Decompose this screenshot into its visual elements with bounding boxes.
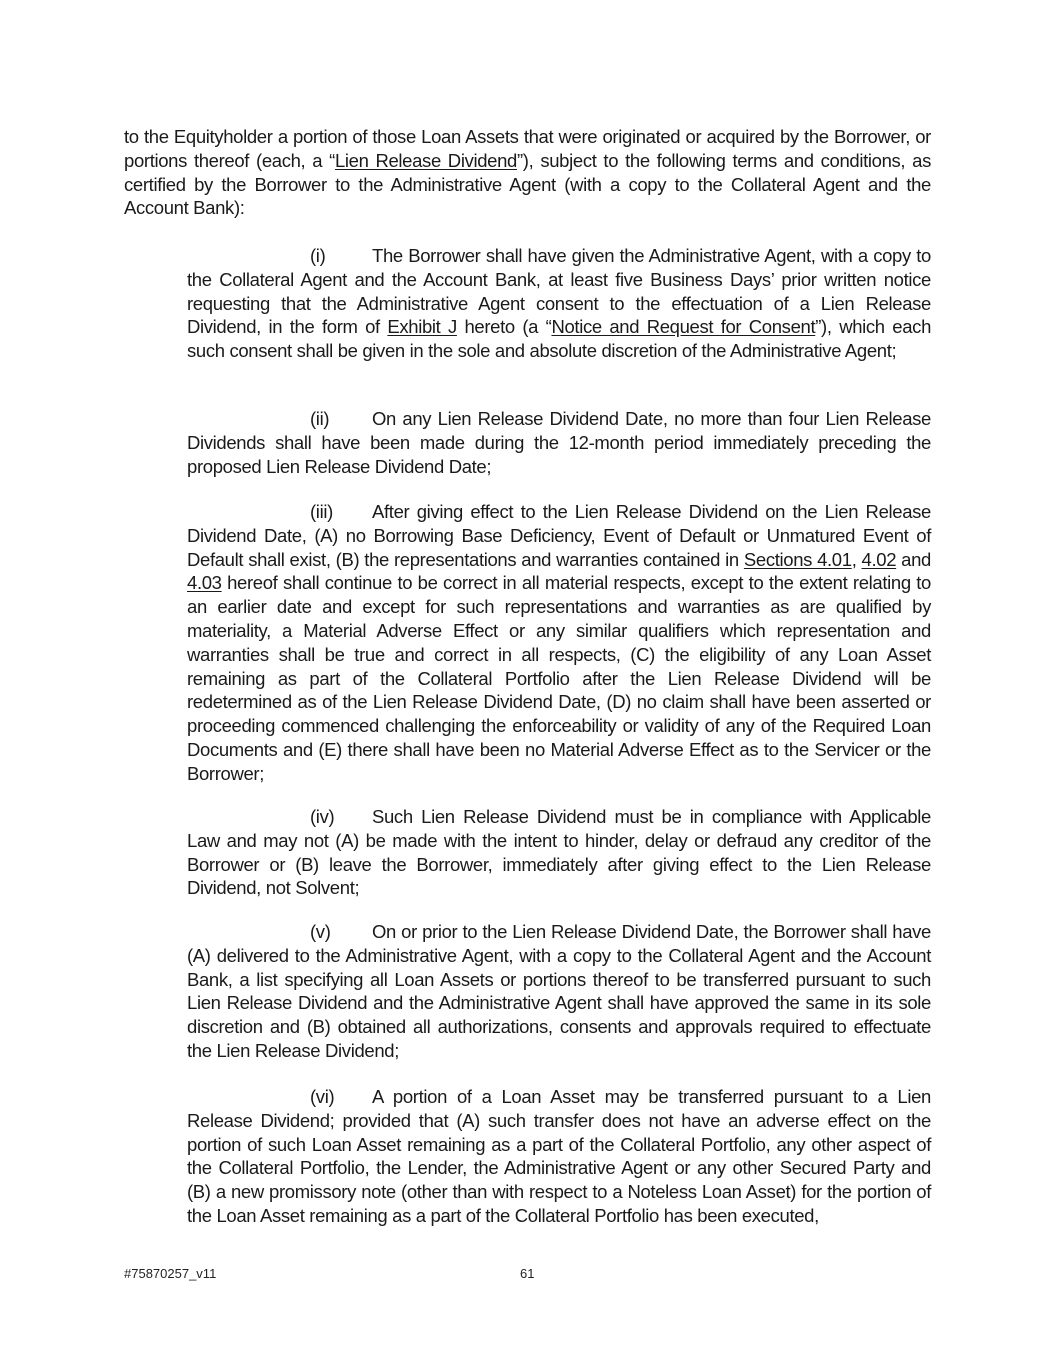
section-4-03-reference: 4.03 bbox=[187, 572, 222, 594]
clause-label: (iii) bbox=[310, 501, 333, 522]
exhibit-j-reference: Exhibit J bbox=[387, 316, 457, 338]
clause-ii: (ii) On any Lien Release Dividend Date, no more than four Lien Release Dividends shall have been made during the 12-month period immediately preceding the proposed Lien Release Dividend Date; bbox=[187, 408, 931, 477]
defined-term-notice-and-request: Notice and Request for Consent bbox=[551, 316, 816, 338]
clause-v: (v) On or prior to the Lien Release Dividend Date, the Borrower shall have (A) delivered to the Administrative Agent, with a copy to the Collateral Agent and the Account Bank, a list specifying all Loan Assets or portions thereof to be transferred pursuant to such Lien Release Dividend and the Administrative Agent shall have approved the same in its sole discretion and (B) obtained all authorizations, consents and approvals required to effectuate the Lien Release Dividend; bbox=[187, 921, 931, 1061]
clause-label: (v) bbox=[310, 921, 331, 942]
clause-vi: (vi) A portion of a Loan Asset may be transferred pursuant to a Lien Release Dividend; provided that (A) such transfer does not have an adverse effect on the portion of such Loan Asset remaining as a part of the Collateral Portfolio, any other aspect of the Collateral Portfolio, the Lender, the Administrative Agent or any other Secured Party and (B) a new promissory note (other than with respect to a Noteless Loan Asset) for the portion of the Loan Asset remaining as a part of the Collateral Portfolio has been executed, bbox=[187, 1086, 931, 1226]
page-number: 61 bbox=[520, 1266, 535, 1281]
clause-label: (ii) bbox=[310, 408, 330, 429]
section-4-02-reference: 4.02 bbox=[861, 548, 897, 570]
clause-label: (i) bbox=[310, 245, 326, 266]
document-id: #75870257_v11 bbox=[124, 1266, 217, 1281]
section-4-01-reference: Sections 4.01 bbox=[743, 548, 852, 570]
defined-term-lien-release-dividend: Lien Release Dividend bbox=[334, 149, 517, 171]
clause-i: (i) The Borrower shall have given the Administrative Agent, with a copy to the Collateral Agent and the Account Bank, at least five Business Days’ prior written notice requesting that the Administrative Agent consent to the effectuation of a Lien Release Dividend, in the form of Exhibit J hereto (a “Notice and Request for Consent”), which each such consent shall be given in the sole and absolute discretion of the Administrative Agent; bbox=[187, 245, 932, 362]
intro-paragraph: to the Equityholder a portion of those Loan Assets that were originated or acquired by the Borrower, or portions thereof (each, a “Lien Release Dividend”), subject to the following terms and conditions, as certified by the Borrower to the Administrative Agent (with a copy to the Collateral Agent and the Account Bank): bbox=[124, 126, 931, 219]
clause-iv: (iv) Such Lien Release Dividend must be in compliance with Applicable Law and may not (A) be made with the intent to hinder, delay or defraud any creditor of the Borrower or (B) leave the Borrower, immediately after giving effect to the Lien Release Dividend, not Solvent; bbox=[187, 806, 931, 899]
clause-label: (vi) bbox=[310, 1086, 335, 1107]
clause-iii: (iii) After giving effect to the Lien Release Dividend on the Lien Release Dividend Date, (A) no Borrowing Base Deficiency, Event of Default or Unmatured Event of Default shall exist, (B) the representations and warranties contained in Sections 4.01, 4.02 and 4.03 hereof shall continue to be correct in all material respects, except to the extent relating to an earlier date and except for such representations and warranties as are qualified by materiality, a Material Adverse Effect or any similar qualifiers which representation and warranties shall be true and correct in all respects, (C) the eligibility of any Loan Asset remaining as part of the Collateral Portfolio after the Lien Release Dividend will be redetermined as of the Lien Release Dividend Date, (D) no claim shall have been asserted or proceeding commenced challenging the enforceability or validity of any of the Required Loan Documents and (E) there shall have been no Material Adverse Effect as to the Servicer or the Borrower; bbox=[187, 501, 931, 784]
clause-label: (iv) bbox=[310, 806, 335, 827]
